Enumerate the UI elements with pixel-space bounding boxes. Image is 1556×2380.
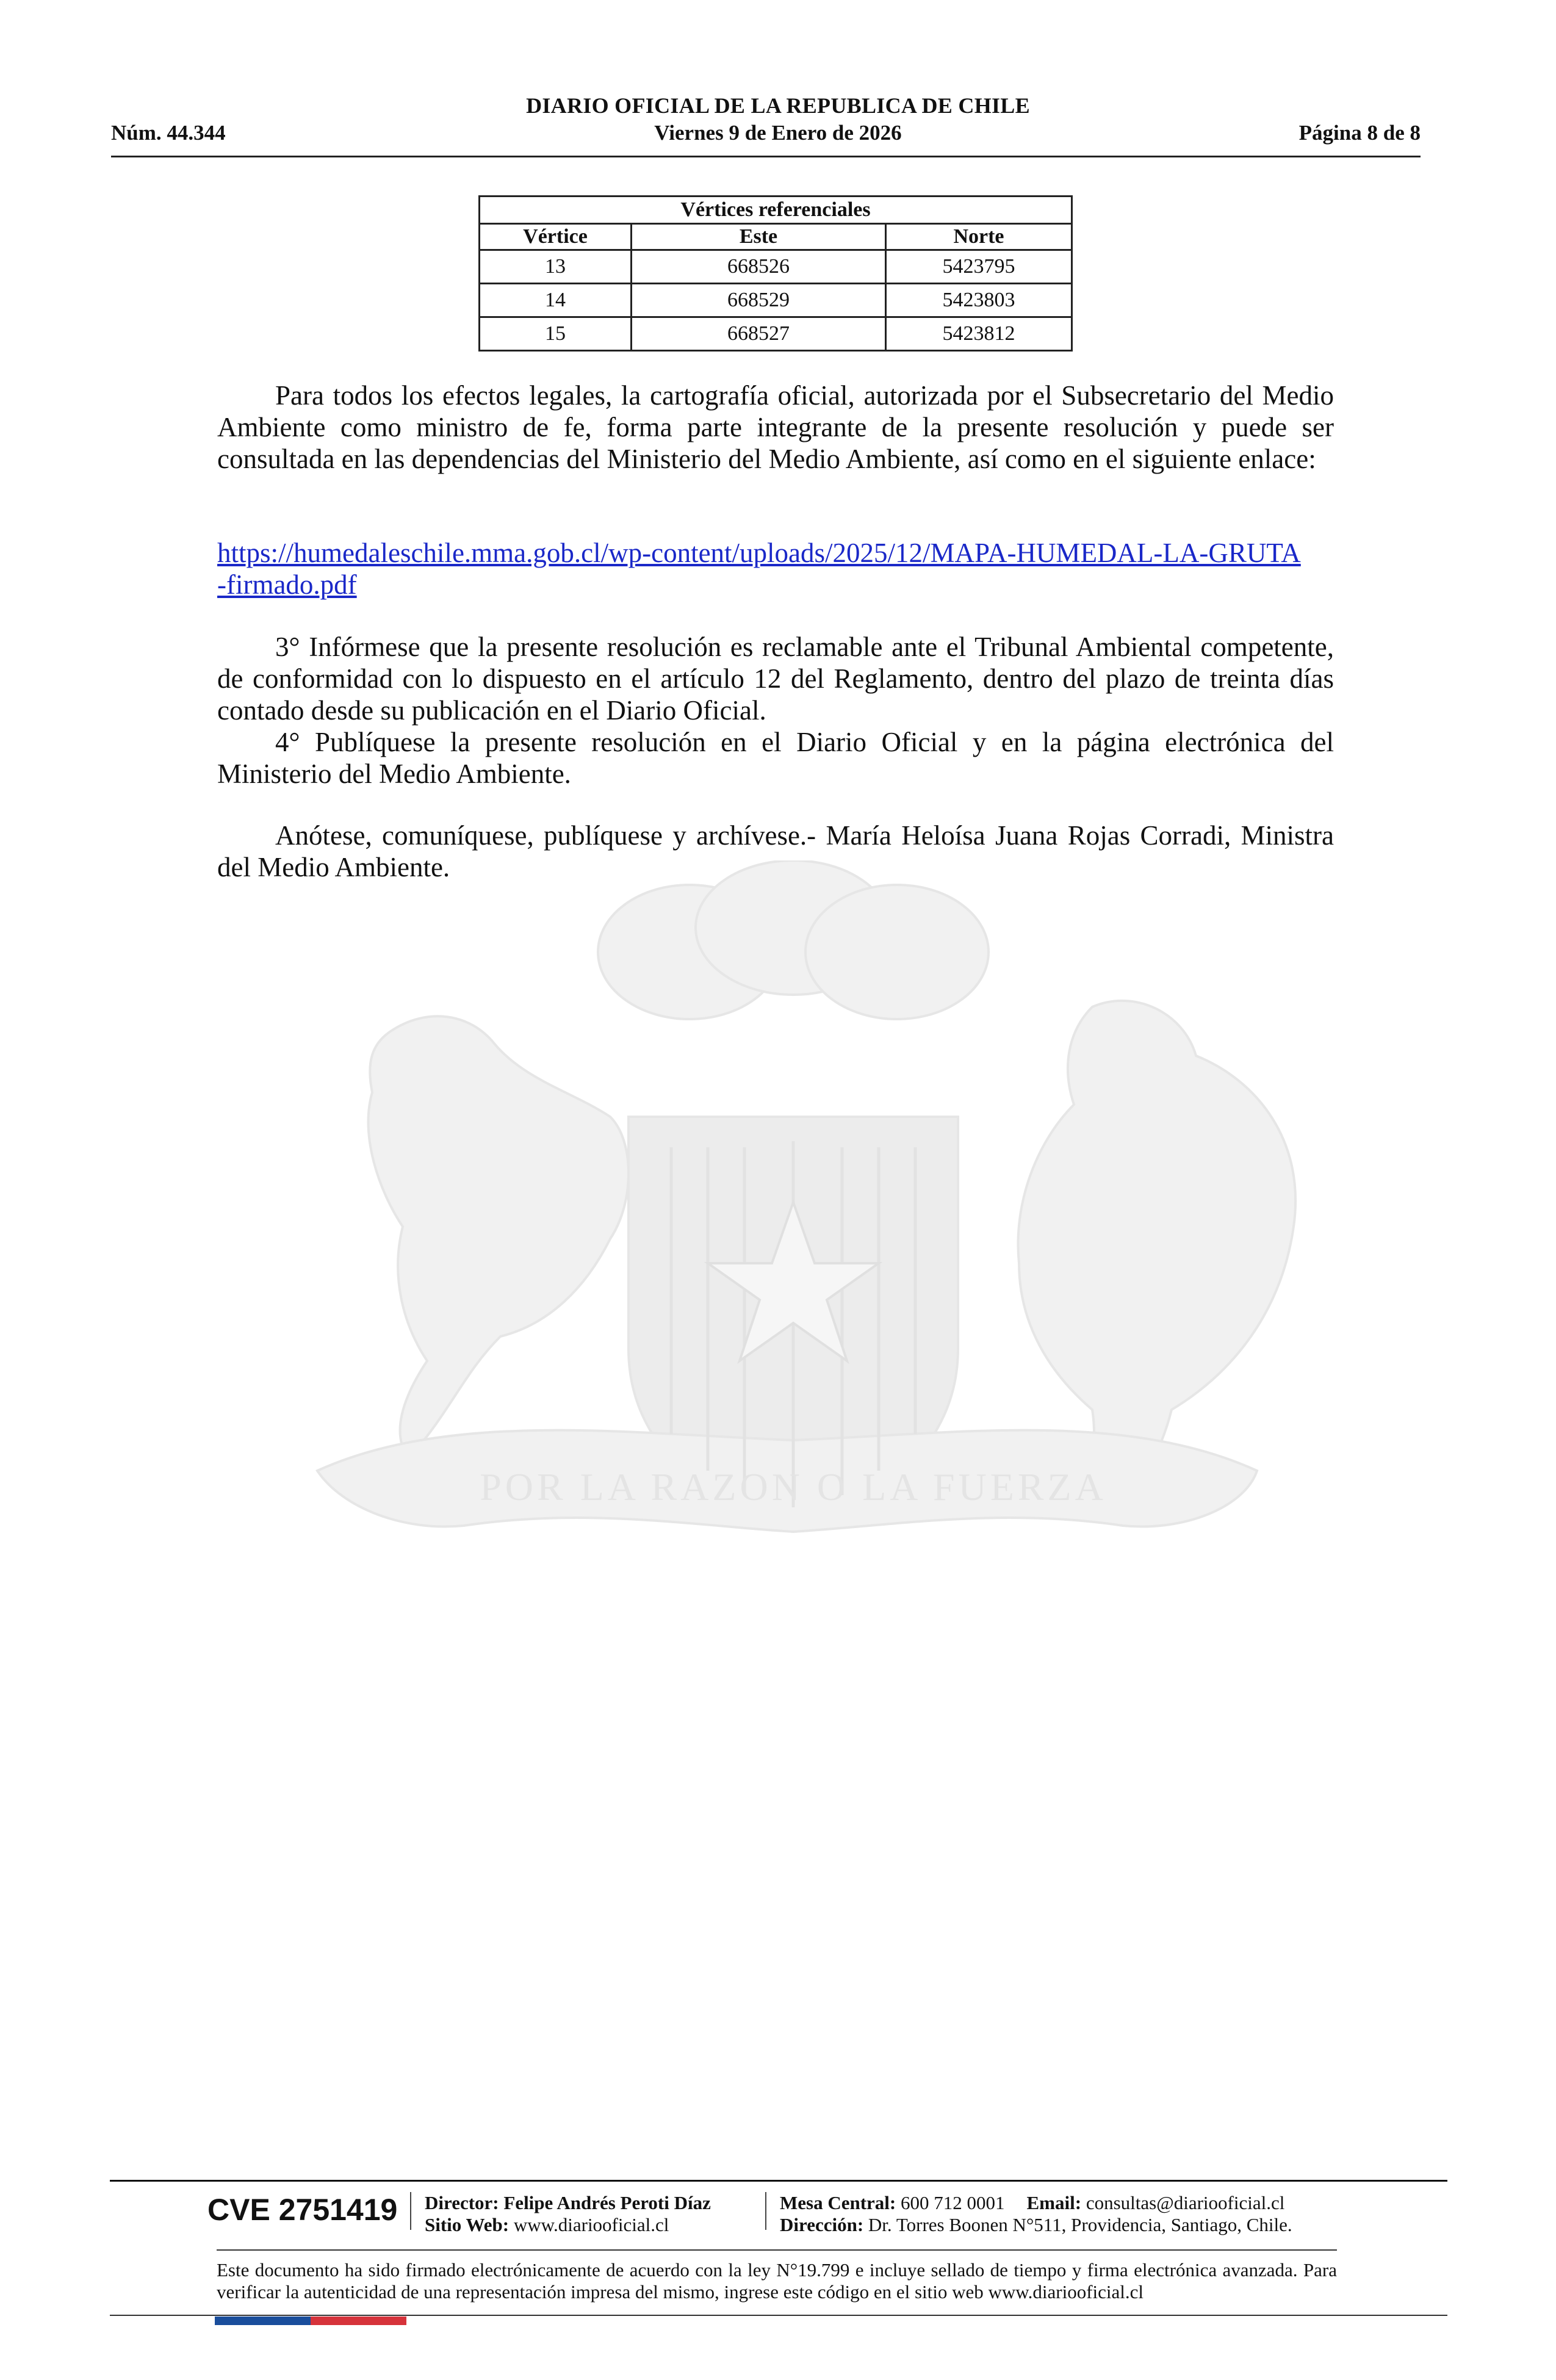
footer-divider-bottom [110,2315,1447,2316]
footer-divider-mid [217,2249,1337,2251]
phone-number: 600 712 0001 [901,2192,1005,2213]
flag-bar-red [311,2317,406,2325]
motto-text: POR LA RAZON O LA FUERZA [480,1465,1107,1509]
address-value: Dr. Torres Boonen N°511, Providencia, Santiago, Chile. [868,2214,1292,2235]
footer-director-block [425,2192,711,2236]
cve-code: CVE 2751419 [207,2193,398,2227]
table-cell: 5423812 [886,317,1072,351]
coat-of-arms-watermark [207,860,1367,1666]
cartography-link[interactable] [217,537,1334,600]
publication-title: DIARIO OFICIAL DE LA REPUBLICA DE CHILE [526,93,1030,118]
table-header-row [480,224,1072,250]
huemul-figure [369,1016,629,1459]
table-row [480,250,1072,284]
table-cell: 668526 [632,250,886,284]
table-cell: 5423795 [886,250,1072,284]
cartography-link-line1[interactable]: https://humedaleschile.mma.gob.cl/wp-content/uploads/2025/12/MAPA-HUMEDAL-LA-GRUTA [217,538,1301,568]
table-cell: 668529 [632,284,886,317]
paragraph-4: 4° Publíquese la presente resolución en el Diario Oficial y en la página electrónica del Ministerio del Medio Ambiente. [217,727,1334,789]
column-header-norte: Norte [886,224,1072,250]
phone-label: Mesa Central: [780,2192,896,2213]
paragraph-3: 3° Infórmese que la presente resolución es reclamable ante el Tribunal Ambiental competente, de conformidad con lo dispuesto en el artículo 12 del Reglamento, dentro del plazo de treinta días contado desde su publicación en el Diario Oficial. [217,632,1334,726]
header-divider [111,156,1421,157]
director-label: Director: [425,2192,499,2213]
plume-right [805,885,989,1019]
vertices-table [478,195,1073,352]
table-cell: 668527 [632,317,886,351]
footer-separator [765,2192,766,2230]
table-cell: 15 [480,317,632,351]
footer-contact-block [780,2192,1292,2236]
column-header-vertice: Vértice [480,224,632,250]
website-label: Sitio Web: [425,2214,510,2235]
paragraph-cartography: Para todos los efectos legales, la cartografía oficial, autorizada por el Subsecretario del Medio Ambiente como ministro de fe, forma parte integrante de la presente resolución y puede ser consultada en las dependencias del Ministerio del Medio Ambiente, así como en el siguiente enlace: [217,380,1334,474]
table-row [480,284,1072,317]
table-cell: 13 [480,250,632,284]
page-number: Página 8 de 8 [1298,121,1421,145]
cartography-link-line2[interactable]: -firmado.pdf [217,569,357,600]
director-name: Felipe Andrés Peroti Díaz [503,2192,711,2213]
flag-bar-blue [215,2317,311,2325]
email-link[interactable]: consultas@diariooficial.cl [1086,2192,1285,2213]
issue-date: Viernes 9 de Enero de 2026 [654,121,902,145]
table-caption-row [480,197,1072,224]
website-link[interactable]: www.diariooficial.cl [513,2214,669,2235]
table-cell: 14 [480,284,632,317]
issue-number: Núm. 44.344 [111,121,226,145]
footer-separator [410,2192,411,2230]
footer-divider-top [110,2180,1447,2182]
address-label: Dirección: [780,2214,864,2235]
table-row [480,317,1072,351]
signature-note: Este documento ha sido firmado electrónicamente de acuerdo con la ley N°19.799 e incluye sellado de tiempo y firma electrónica avanzada. Para verificar la autenticidad de una representación impresa del mismo, ingrese este código en el sitio web www.diariooficial.cl [217,2259,1337,2302]
closing-paragraph: Anótese, comuníquese, publíquese y archívese.- María Heloísa Juana Rojas Corradi, Ministra del Medio Ambiente. [217,820,1334,882]
email-label: Email: [1026,2192,1082,2213]
table-cell: 5423803 [886,284,1072,317]
column-header-este: Este [632,224,886,250]
table-caption: Vértices referenciales [480,197,1072,224]
